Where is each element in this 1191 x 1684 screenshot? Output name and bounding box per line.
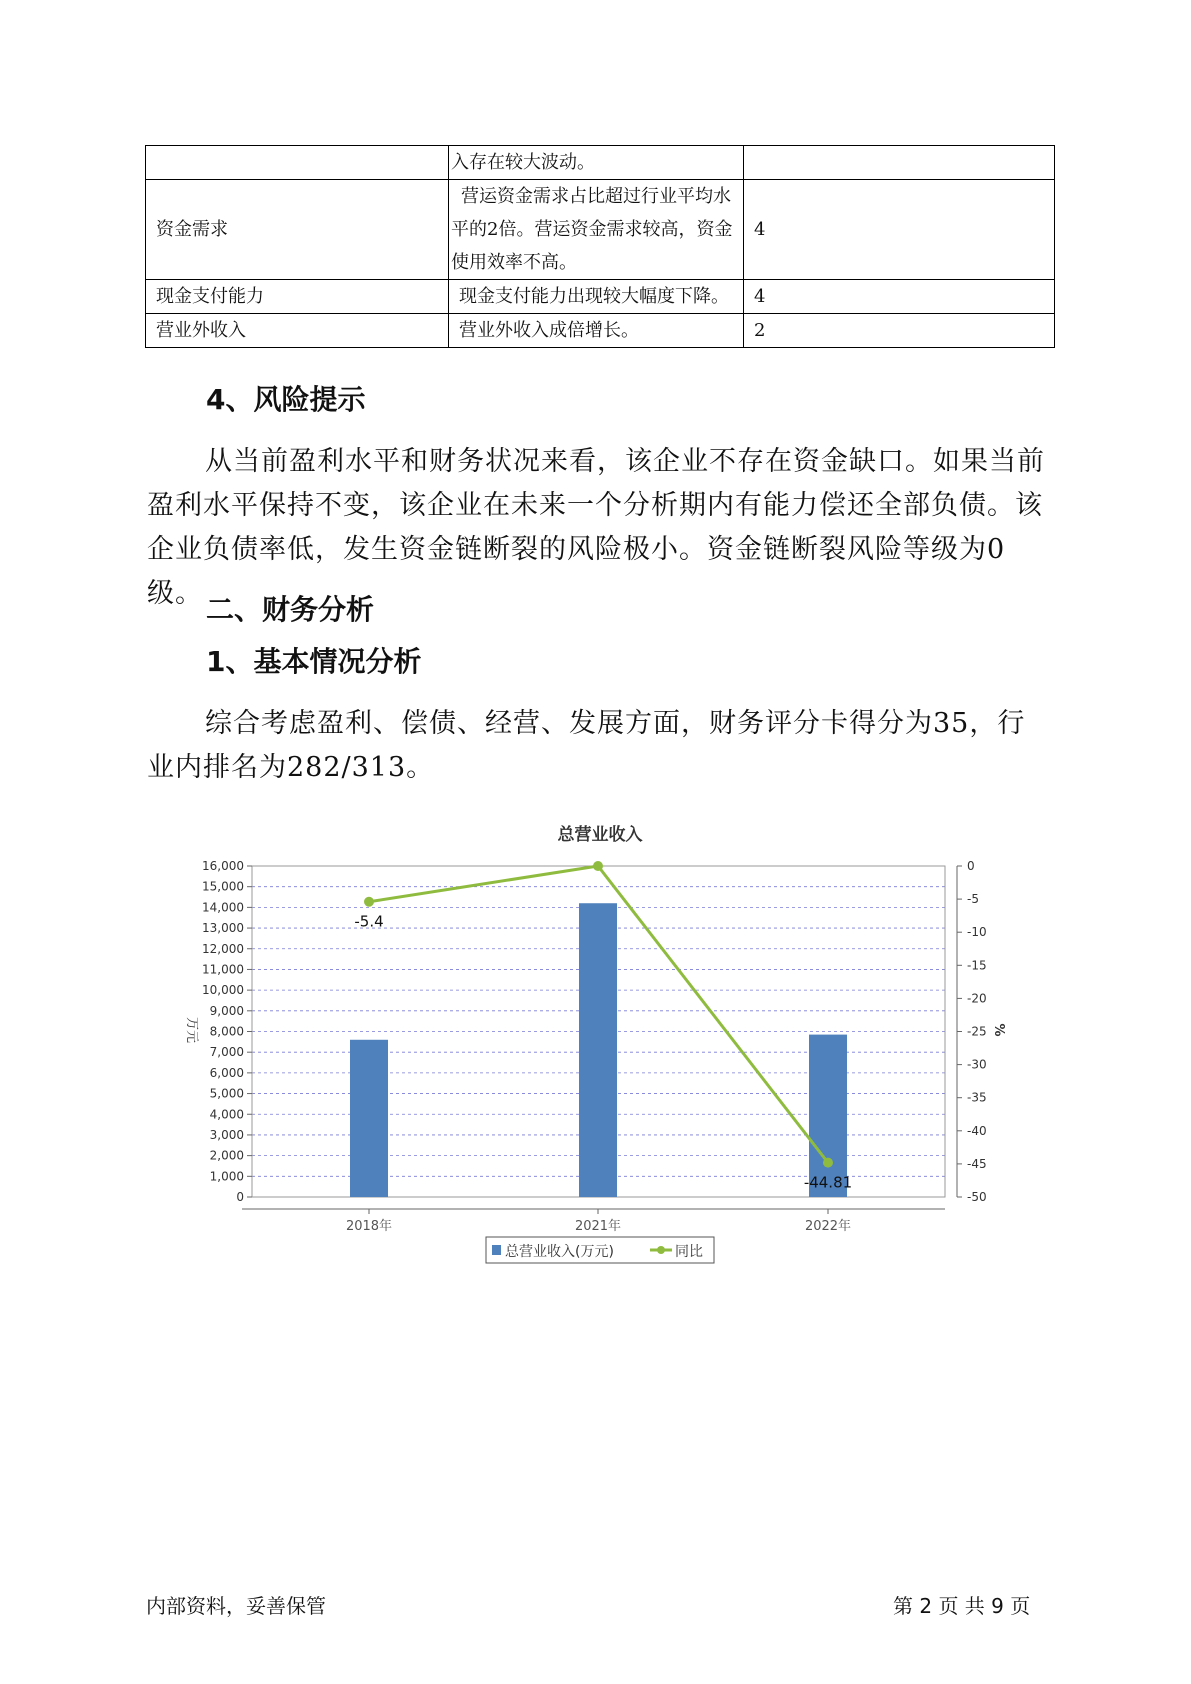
y-tick-label: 0 [236, 1190, 244, 1204]
line-point [823, 1158, 833, 1168]
section-heading-finance: 二、财务分析 [206, 593, 375, 626]
y2-tick-label: -30 [967, 1057, 987, 1072]
data-label: -5.4 [354, 912, 384, 931]
table-cell-score: 2 [744, 314, 1055, 348]
bar [809, 1035, 847, 1197]
table-cell-desc: 营业外收入成倍增长。 [449, 314, 744, 348]
legend-label-bar: 总营业收入(万元) [505, 1244, 614, 1260]
y-tick-label: 8,000 [209, 1024, 244, 1039]
legend-marker-line [657, 1246, 665, 1254]
y2-tick-label: -40 [967, 1123, 987, 1138]
bar [350, 1040, 388, 1197]
table-cell-desc: 入存在较大波动。 [449, 146, 744, 180]
y-tick-label: 3,000 [209, 1127, 244, 1142]
table-cell-desc: 营运资金需求占比超过行业平均水平的2倍。营运资金需求较高，资金使用效率不高。 [449, 180, 744, 280]
sub-heading-basic: 1、基本情况分析 [206, 645, 422, 678]
table-cell-item: 营业外收入 [146, 314, 449, 348]
y-tick-label: 2,000 [209, 1148, 244, 1163]
y-axis-title: 万元 [184, 1016, 199, 1044]
y2-tick-label: -35 [967, 1090, 987, 1105]
legend-label-line: 同比 [675, 1244, 703, 1260]
bar [579, 903, 617, 1197]
table-cell-item: 现金支付能力 [146, 280, 449, 314]
y-tick-label: 10,000 [202, 983, 244, 998]
data-label: -44.81 [803, 1173, 853, 1192]
y2-tick-label: -15 [967, 958, 987, 973]
y-tick-label: 6,000 [209, 1065, 244, 1080]
y-tick-label: 1,000 [209, 1169, 244, 1184]
line-point [364, 897, 374, 907]
table-cell-desc: 现金支付能力出现较大幅度下降。 [449, 280, 744, 314]
y2-tick-label: -45 [967, 1156, 987, 1171]
table-cell-item: 资金需求 [146, 180, 449, 280]
y-tick-label: 16,000 [202, 859, 244, 873]
y2-tick-label: -25 [967, 1024, 987, 1039]
paragraph-risk-text: 从当前盈利水平和财务状况来看，该企业不存在资金缺口。如果当前盈利水平保持不变，该企业在未来一个分析期内有能力偿还全部负债。该企业负债率低，发生资金链断裂的风险极小。资金链断裂风险等级为0级。 [147, 446, 1045, 609]
x-tick-label: 2022年 [804, 1219, 852, 1234]
footer-left: 内部资料，妥善保管 [146, 1594, 326, 1618]
table-cell-score: 4 [744, 280, 1055, 314]
y2-tick-label: -10 [967, 925, 987, 940]
y-tick-label: 13,000 [202, 921, 244, 936]
table-cell-score: 4 [744, 180, 1055, 280]
y2-tick-label: 0 [967, 859, 975, 873]
y-tick-label: 15,000 [202, 879, 244, 894]
line-point [593, 861, 603, 871]
chart-title: 总营业收入 [557, 825, 643, 845]
y2-axis-title: % [991, 1023, 1006, 1037]
y-tick-label: 9,000 [209, 1003, 244, 1018]
paragraph-basic-text: 综合考虑盈利、偿债、经营、发展方面，财务评分卡得分为35，行业内排名为282/313。 [147, 708, 1026, 783]
y-tick-label: 14,000 [202, 900, 244, 915]
y2-tick-label: -20 [967, 991, 987, 1006]
y2-tick-label: -5 [967, 892, 979, 907]
y-tick-label: 11,000 [202, 962, 244, 977]
y2-tick-label: -50 [967, 1190, 987, 1204]
footer-page-number: 第 2 页 共 9 页 [893, 1594, 1031, 1618]
y-tick-label: 12,000 [202, 941, 244, 956]
y-tick-label: 5,000 [209, 1086, 244, 1101]
x-tick-label: 2018年 [345, 1219, 393, 1234]
y-tick-label: 7,000 [209, 1045, 244, 1060]
y-tick-label: 4,000 [209, 1107, 244, 1122]
x-tick-label: 2021年 [574, 1219, 622, 1234]
section-heading-risk: 4、风险提示 [206, 383, 366, 416]
legend-swatch-bar [492, 1245, 501, 1255]
